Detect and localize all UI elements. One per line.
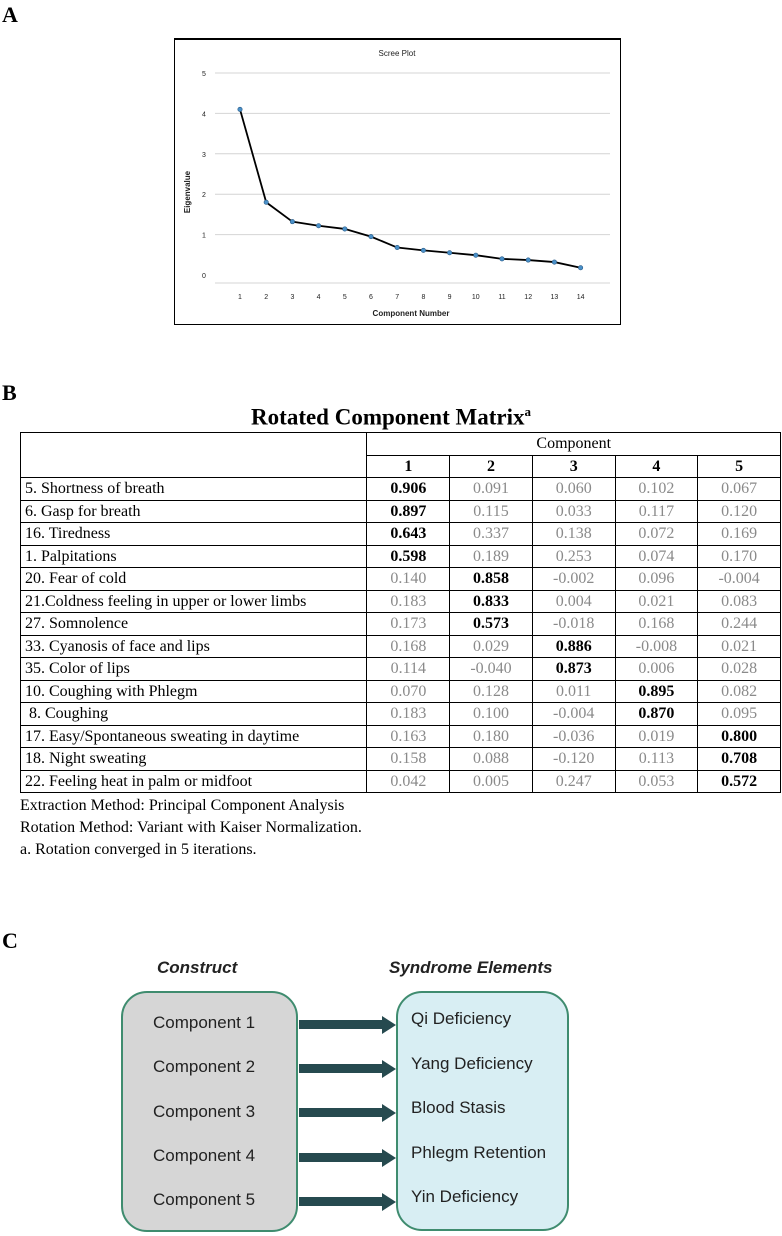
- loading-cell: 0.337: [450, 523, 533, 546]
- element-item-1: Qi Deficiency: [411, 1009, 512, 1028]
- row-label: 20. Fear of cold: [21, 568, 367, 591]
- panel-label-a: A: [2, 2, 18, 27]
- loading-cell: 0.033: [532, 500, 615, 523]
- y-tick-label: 3: [202, 151, 206, 159]
- row-label: 33. Cyanosis of face and lips: [21, 635, 367, 658]
- loading-cell: 0.091: [450, 478, 533, 501]
- loading-cell: 0.113: [615, 748, 698, 771]
- construct-item-2: Component 2: [153, 1057, 256, 1076]
- column-header-2: 2: [450, 455, 533, 478]
- loading-cell: 0.158: [367, 748, 450, 771]
- data-point: [578, 266, 582, 270]
- footnote-rotation: Rotation Method: Variant with Kaiser Normalization.: [20, 819, 362, 836]
- footnote-extraction: Extraction Method: Principal Component Analysis: [20, 797, 345, 814]
- loading-cell: 0.083: [698, 590, 781, 613]
- loading-cell: 0.870: [615, 703, 698, 726]
- loading-cell: 0.128: [450, 680, 533, 703]
- y-tick-label: 5: [202, 71, 206, 78]
- table-row: [21, 568, 781, 591]
- table-row: [21, 590, 781, 613]
- row-label: 5. Shortness of breath: [21, 478, 367, 501]
- syndrome-elements-header: Syndrome Elements: [389, 958, 553, 977]
- element-item-2: Yang Deficiency: [411, 1054, 533, 1073]
- table-row: [21, 613, 781, 636]
- loading-cell: 0.074: [615, 545, 698, 568]
- y-tick-label: 1: [202, 232, 206, 240]
- element-item-4: Phlegm Retention: [411, 1143, 547, 1162]
- loading-cell: 0.895: [615, 680, 698, 703]
- loading-cell: 0.029: [450, 635, 533, 658]
- loading-cell: 0.096: [615, 568, 698, 591]
- data-point: [369, 234, 373, 238]
- loading-cell: -0.120: [532, 748, 615, 771]
- loading-cell: 0.088: [450, 748, 533, 771]
- table-row: [21, 478, 781, 501]
- loading-cell: 0.897: [367, 500, 450, 523]
- column-header-5: 5: [698, 455, 781, 478]
- loading-cell: 0.169: [698, 523, 781, 546]
- x-tick-label: 14: [576, 294, 585, 301]
- loading-cell: 0.173: [367, 613, 450, 636]
- row-label: 35. Color of lips: [21, 658, 367, 681]
- loading-cell: 0.244: [698, 613, 781, 636]
- arrow-3-shaft: [299, 1108, 383, 1117]
- loading-cell: 0.598: [367, 545, 450, 568]
- loading-cell: 0.572: [698, 770, 781, 793]
- loading-cell: 0.253: [532, 545, 615, 568]
- x-tick-label: 3: [290, 294, 295, 301]
- table-row: [21, 635, 781, 658]
- data-point: [500, 257, 504, 261]
- x-tick-label: 11: [498, 294, 506, 301]
- element-item-5: Yin Deficiency: [411, 1187, 519, 1206]
- table-row: [21, 703, 781, 726]
- x-tick-label: 12: [524, 294, 533, 301]
- arrow-4-head: [382, 1149, 396, 1167]
- x-axis-label: Component Number: [372, 309, 450, 318]
- column-header-4: 4: [615, 455, 698, 478]
- footnote-convergence: a. Rotation converged in 5 iterations.: [20, 841, 257, 858]
- data-point: [343, 227, 347, 231]
- table-row: [21, 658, 781, 681]
- y-tick-label: 0: [202, 273, 206, 280]
- component-header: Component: [367, 433, 781, 456]
- loading-cell: 0.114: [367, 658, 450, 681]
- loading-cell: 0.180: [450, 725, 533, 748]
- data-point: [290, 219, 294, 223]
- construct-item-1: Component 1: [153, 1013, 256, 1032]
- series-line: [240, 109, 581, 267]
- scree-plot-svg: [175, 40, 620, 325]
- loading-cell: 0.708: [698, 748, 781, 771]
- row-label: 22. Feeling heat in palm or midfoot: [21, 770, 367, 793]
- arrow-5-head: [382, 1193, 396, 1211]
- arrow-3-head: [382, 1104, 396, 1122]
- data-point: [447, 251, 451, 255]
- loading-cell: 0.833: [450, 590, 533, 613]
- loading-cell: 0.021: [698, 635, 781, 658]
- arrow-1-head: [382, 1016, 396, 1034]
- y-tick-label: 4: [202, 111, 206, 119]
- loading-cell: 0.886: [532, 635, 615, 658]
- matrix-title-sup: a: [524, 404, 531, 419]
- element-item-3: Blood Stasis: [411, 1098, 506, 1117]
- x-tick-label: 13: [550, 294, 559, 301]
- arrow-5-shaft: [299, 1197, 383, 1206]
- row-label: 6. Gasp for breath: [21, 500, 367, 523]
- data-point: [316, 224, 320, 228]
- x-tick-label: 2: [264, 294, 269, 301]
- rotated-component-matrix: [20, 432, 781, 793]
- loading-cell: -0.004: [532, 703, 615, 726]
- loading-cell: -0.002: [532, 568, 615, 591]
- x-tick-label: 7: [395, 294, 400, 301]
- x-tick-label: 1: [238, 294, 242, 301]
- loading-cell: 0.247: [532, 770, 615, 793]
- loading-cell: 0.117: [615, 500, 698, 523]
- loading-cell: 0.006: [615, 658, 698, 681]
- loading-cell: 0.019: [615, 725, 698, 748]
- data-point: [552, 260, 556, 264]
- table-row: [21, 523, 781, 546]
- loading-cell: 0.163: [367, 725, 450, 748]
- loading-cell: 0.168: [367, 635, 450, 658]
- arrow-2-head: [382, 1060, 396, 1078]
- loading-cell: 0.082: [698, 680, 781, 703]
- loading-cell: 0.011: [532, 680, 615, 703]
- loading-cell: 0.800: [698, 725, 781, 748]
- panel-label-c: C: [2, 928, 18, 953]
- column-header-1: 1: [367, 455, 450, 478]
- data-point: [421, 248, 425, 252]
- x-tick-label: 6: [369, 294, 373, 301]
- loading-cell: 0.070: [367, 680, 450, 703]
- x-tick-label: 10: [471, 294, 480, 301]
- table-row: [21, 725, 781, 748]
- arrow-2-shaft: [299, 1064, 383, 1073]
- loading-cell: 0.183: [367, 590, 450, 613]
- table-row: [21, 748, 781, 771]
- loading-cell: 0.873: [532, 658, 615, 681]
- row-label: 18. Night sweating: [21, 748, 367, 771]
- y-axis-label: Eigenvalue: [183, 170, 192, 214]
- construct-item-5: Component 5: [153, 1190, 256, 1209]
- data-point: [238, 107, 242, 111]
- row-label: 21.Coldness feeling in upper or lower limbs: [21, 590, 367, 613]
- column-header-3: 3: [532, 455, 615, 478]
- chart-title: Scree Plot: [378, 49, 416, 58]
- loading-cell: 0.643: [367, 523, 450, 546]
- row-label: 16. Tiredness: [21, 523, 367, 546]
- loading-cell: 0.005: [450, 770, 533, 793]
- row-label: 1. Palpitations: [21, 545, 367, 568]
- data-point: [264, 200, 268, 204]
- y-tick-label: 2: [202, 192, 206, 200]
- data-point: [474, 253, 478, 257]
- table-row: [21, 680, 781, 703]
- row-label: 27. Somnolence: [21, 613, 367, 636]
- loading-cell: -0.004: [698, 568, 781, 591]
- loading-cell: 0.021: [615, 590, 698, 613]
- loading-cell: 0.858: [450, 568, 533, 591]
- loading-cell: 0.573: [450, 613, 533, 636]
- loading-cell: 0.115: [450, 500, 533, 523]
- x-tick-label: 5: [342, 294, 347, 301]
- corner-cell: [21, 433, 367, 478]
- data-point: [395, 245, 399, 249]
- loading-cell: 0.042: [367, 770, 450, 793]
- construct-header: Construct: [157, 958, 238, 977]
- panel-label-b: B: [2, 380, 17, 405]
- loading-cell: -0.018: [532, 613, 615, 636]
- data-point: [526, 258, 530, 262]
- loading-cell: 0.100: [450, 703, 533, 726]
- loading-cell: -0.036: [532, 725, 615, 748]
- loading-cell: 0.168: [615, 613, 698, 636]
- loading-cell: 0.140: [367, 568, 450, 591]
- loading-cell: 0.120: [698, 500, 781, 523]
- x-tick-label: 9: [447, 294, 452, 301]
- loading-cell: 0.170: [698, 545, 781, 568]
- loading-cell: 0.072: [615, 523, 698, 546]
- arrow-4-shaft: [299, 1153, 383, 1162]
- loading-cell: 0.053: [615, 770, 698, 793]
- row-label: 17. Easy/Spontaneous sweating in daytime: [21, 725, 367, 748]
- arrow-1-shaft: [299, 1020, 383, 1029]
- loading-cell: -0.040: [450, 658, 533, 681]
- matrix-title: [0, 404, 782, 431]
- loading-cell: 0.028: [698, 658, 781, 681]
- table-row: [21, 770, 781, 793]
- loading-cell: 0.138: [532, 523, 615, 546]
- row-label: 8. Coughing: [21, 703, 367, 726]
- loading-cell: 0.189: [450, 545, 533, 568]
- row-label: 10. Coughing with Phlegm: [21, 680, 367, 703]
- loading-cell: 0.906: [367, 478, 450, 501]
- x-tick-label: 8: [421, 294, 426, 301]
- table-row: [21, 500, 781, 523]
- loading-cell: 0.095: [698, 703, 781, 726]
- table-row: [21, 545, 781, 568]
- loading-cell: 0.102: [615, 478, 698, 501]
- matrix-title-text: Rotated Component Matrix: [251, 404, 525, 430]
- construct-item-4: Component 4: [153, 1146, 256, 1165]
- x-tick-label: 4: [316, 294, 321, 301]
- loading-cell: 0.067: [698, 478, 781, 501]
- scree-plot: [174, 38, 621, 325]
- loading-cell: 0.004: [532, 590, 615, 613]
- construct-item-3: Component 3: [153, 1102, 256, 1121]
- loading-cell: -0.008: [615, 635, 698, 658]
- loading-cell: 0.183: [367, 703, 450, 726]
- loading-cell: 0.060: [532, 478, 615, 501]
